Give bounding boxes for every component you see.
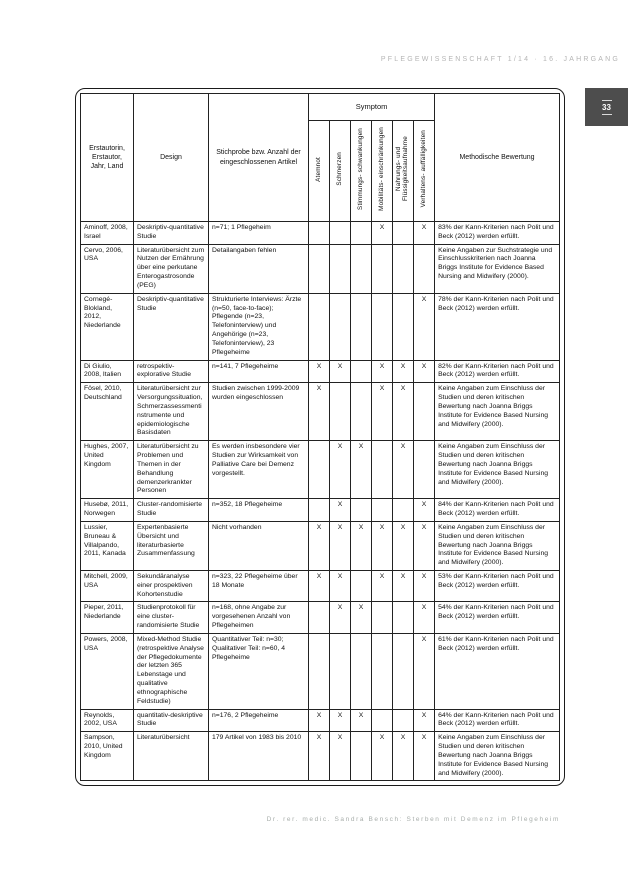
- symptom-mark-cell: [372, 441, 393, 499]
- sample-cell: Es werden insbesondere vier Studien zur Wirksamkeit von Palliative Care bei Demenz vorgestellt.: [209, 441, 309, 499]
- table-row: [81, 602, 560, 633]
- symptom-mark-cell: [351, 293, 372, 360]
- sample-cell: n=352, 18 Pflegeheime: [209, 499, 309, 522]
- vertical-label: Schmerzen: [335, 152, 343, 186]
- symptom-mark-cell: X: [309, 570, 330, 601]
- symptom-mark-cell: [393, 602, 414, 633]
- table-row: [81, 293, 560, 360]
- symptom-mark-cell: [351, 499, 372, 522]
- symptom-mark-cell: X: [330, 521, 351, 570]
- symptom-mark-cell: [351, 222, 372, 245]
- symptom-mark-cell: [393, 633, 414, 709]
- design-cell: Literaturübersicht zum Nutzen der Ernährung über eine perkutane Enterogastrosonde (PEG): [134, 244, 209, 293]
- column-header-rating: Methodische Bewertung: [435, 94, 560, 222]
- symptom-mark-cell: X: [351, 709, 372, 732]
- rating-cell: 64% der Kann-Kriterien nach Polit und Beck (2012) werden erfüllt.: [435, 709, 560, 732]
- table-row: [81, 732, 560, 781]
- design-cell: Cluster-randomisierte Studie: [134, 499, 209, 522]
- symptom-mark-cell: X: [309, 709, 330, 732]
- symptom-mark-cell: X: [393, 383, 414, 441]
- symptom-mark-cell: X: [372, 521, 393, 570]
- column-header-author: Erstautorin, Erstautor, Jahr, Land: [81, 94, 134, 222]
- vertical-label: Nahrungs- und Flüssigkeitsaufnahme: [395, 136, 409, 202]
- author-cell: Lussier, Bruneau & Villalpando, 2011, Kanada: [81, 521, 134, 570]
- symptom-mark-cell: [351, 244, 372, 293]
- symptom-mark-cell: [372, 499, 393, 522]
- symptom-mark-cell: [414, 244, 435, 293]
- sample-cell: Nicht vorhanden: [209, 521, 309, 570]
- column-header-symptom-nahrungsaufnahme: [393, 121, 414, 222]
- symptom-mark-cell: [372, 244, 393, 293]
- rating-cell: Keine Angaben zum Einschluss der Studien und deren kritischen Bewertung nach Joanna Briggs Institute for Evidence Based Nursing and Midwifery (2000).: [435, 521, 560, 570]
- column-header-symptom-schmerzen: [330, 121, 351, 222]
- rating-cell: Keine Angaben zum Einschluss der Studien und deren kritischen Bewertung nach Joanna Briggs Institute for Evidence Based Nursing and Midwifery (2000).: [435, 441, 560, 499]
- symptom-mark-cell: [372, 633, 393, 709]
- symptom-mark-cell: X: [330, 732, 351, 781]
- symptom-mark-cell: [372, 602, 393, 633]
- author-cell: Husebø, 2011, Norwegen: [81, 499, 134, 522]
- symptom-mark-cell: X: [414, 499, 435, 522]
- symptom-mark-cell: [393, 293, 414, 360]
- table-row: [81, 499, 560, 522]
- header-row-top: [81, 94, 560, 121]
- symptom-mark-cell: X: [414, 521, 435, 570]
- rating-cell: 84% der Kann-Kriterien nach Polit und Beck (2012) werden erfüllt.: [435, 499, 560, 522]
- symptom-mark-cell: X: [309, 360, 330, 383]
- symptom-mark-cell: X: [330, 360, 351, 383]
- symptom-mark-cell: X: [309, 383, 330, 441]
- symptom-mark-cell: X: [372, 383, 393, 441]
- rating-cell: Keine Angaben zum Einschluss der Studien und deren kritischen Bewertung nach Joanna Briggs Institute for Evidence Based Nursing and Midwifery (2000).: [435, 383, 560, 441]
- design-cell: Mixed-Method Studie (retrospektive Analyse der Pflegedokumente der letzten 365 Lebenstage und qualitative ethnographische Feldstudie): [134, 633, 209, 709]
- page-number-badge: [585, 88, 628, 126]
- symptom-mark-cell: [330, 244, 351, 293]
- design-cell: Studienprotokoll für eine cluster-randomisierte Studie: [134, 602, 209, 633]
- journal-header: PFLEGEWISSENSCHAFT 1/14 · 16. JAHRGANG: [380, 56, 620, 63]
- sample-cell: n=176, 2 Pflegeheime: [209, 709, 309, 732]
- symptom-mark-cell: [309, 441, 330, 499]
- author-cell: Di Giulio, 2008, Italien: [81, 360, 134, 383]
- vertical-label: Atemnot: [314, 156, 322, 182]
- symptom-mark-cell: X: [393, 570, 414, 601]
- design-cell: retrospektiv-explorative Studie: [134, 360, 209, 383]
- symptom-mark-cell: X: [351, 602, 372, 633]
- design-cell: quantitativ-deskriptive Studie: [134, 709, 209, 732]
- symptom-mark-cell: [414, 383, 435, 441]
- column-header-sample: Stichprobe bzw. Anzahl der eingeschlossenen Artikel: [209, 94, 309, 222]
- author-cell: Aminoff, 2008, Israel: [81, 222, 134, 245]
- author-cell: Cornegé-Blokland, 2012, Niederlande: [81, 293, 134, 360]
- author-cell: Mitchell, 2009, USA: [81, 570, 134, 601]
- symptom-mark-cell: X: [414, 633, 435, 709]
- design-cell: Deskriptiv-quantitative Studie: [134, 222, 209, 245]
- author-cell: Pieper, 2011, Niederlande: [81, 602, 134, 633]
- symptom-mark-cell: [372, 293, 393, 360]
- symptom-mark-cell: [330, 633, 351, 709]
- symptom-mark-cell: X: [414, 570, 435, 601]
- symptom-mark-cell: X: [414, 293, 435, 360]
- symptom-mark-cell: [309, 244, 330, 293]
- symptom-mark-cell: X: [330, 709, 351, 732]
- literature-review-table: [80, 93, 560, 781]
- design-cell: Literaturübersicht zur Versorgungssituation, Schmerzassessmentinstrumente und epidemiologische Basisdaten: [134, 383, 209, 441]
- table-row: [81, 244, 560, 293]
- symptom-mark-cell: X: [372, 732, 393, 781]
- symptom-mark-cell: X: [372, 570, 393, 601]
- symptom-mark-cell: X: [309, 732, 330, 781]
- symptom-mark-cell: [309, 222, 330, 245]
- symptom-mark-cell: X: [393, 360, 414, 383]
- rating-cell: 83% der Kann-Kriterien nach Polit und Beck (2012) werden erfüllt.: [435, 222, 560, 245]
- rating-cell: 53% der Kann-Kriterien nach Polit und Beck (2012) werden erfüllt.: [435, 570, 560, 601]
- symptom-mark-cell: [330, 293, 351, 360]
- badge-decoration-line: [602, 114, 612, 115]
- badge-decoration-line: [602, 100, 612, 101]
- symptom-mark-cell: X: [372, 222, 393, 245]
- symptom-mark-cell: X: [414, 732, 435, 781]
- rating-cell: 54% der Kann-Kriterien nach Polit und Beck (2012) werden erfüllt.: [435, 602, 560, 633]
- symptom-mark-cell: [330, 383, 351, 441]
- table-row: [81, 570, 560, 601]
- design-cell: Sekundäranalyse einer prospektiven Kohortenstudie: [134, 570, 209, 601]
- symptom-mark-cell: X: [330, 441, 351, 499]
- table-row: [81, 441, 560, 499]
- symptom-mark-cell: [351, 360, 372, 383]
- design-cell: Literaturübersicht: [134, 732, 209, 781]
- symptom-mark-cell: [309, 293, 330, 360]
- author-cell: Reynolds, 2002, USA: [81, 709, 134, 732]
- vertical-label: Stimmungs- schwankungen: [356, 128, 364, 211]
- author-cell: Fösel, 2010, Deutschland: [81, 383, 134, 441]
- symptom-mark-cell: X: [414, 602, 435, 633]
- page-number: 33: [602, 102, 611, 112]
- symptom-mark-cell: X: [414, 360, 435, 383]
- symptom-mark-cell: [351, 570, 372, 601]
- sample-cell: n=141, 7 Pflegeheime: [209, 360, 309, 383]
- column-header-design: Design: [134, 94, 209, 222]
- sample-cell: Strukturierte Interviews: Ärzte (n=50, face-to-face); Pflegende (n=23, Telefoninterview) und Angehörige (n=23, Telefoninterview), 23 Pflegeheime: [209, 293, 309, 360]
- symptom-mark-cell: [309, 602, 330, 633]
- design-cell: Literaturübersicht zu Problemen und Themen in der Behandlung demenzerkrankter Personen: [134, 441, 209, 499]
- table-row: [81, 360, 560, 383]
- sample-cell: Studien zwischen 1999-2009 wurden eingeschlossen: [209, 383, 309, 441]
- symptom-mark-cell: X: [414, 709, 435, 732]
- column-header-symptom-mobilitaetseinschraenkungen: [372, 121, 393, 222]
- table-row: [81, 521, 560, 570]
- author-cell: Cervo, 2006, USA: [81, 244, 134, 293]
- vertical-label: Mobilitäts- einschränkungen: [377, 127, 385, 211]
- table-body: [81, 222, 560, 781]
- author-cell: Sampson, 2010, United Kingdom: [81, 732, 134, 781]
- symptom-mark-cell: [309, 499, 330, 522]
- symptom-mark-cell: [393, 244, 414, 293]
- symptom-mark-cell: [393, 709, 414, 732]
- symptom-mark-cell: X: [330, 499, 351, 522]
- vertical-label: Verhaltens- auffälligkeiten: [419, 130, 427, 208]
- symptom-mark-cell: X: [309, 521, 330, 570]
- design-cell: Expertenbasierte Übersicht und literaturbasierte Zusammenfassung: [134, 521, 209, 570]
- rating-cell: 82% der Kann-Kriterien nach Polit und Beck (2012) werden erfüllt.: [435, 360, 560, 383]
- symptom-mark-cell: [372, 709, 393, 732]
- sample-cell: n=168, ohne Angabe zur vorgesehenen Anzahl von Pflegeheimen: [209, 602, 309, 633]
- table-header: [81, 94, 560, 222]
- rating-cell: Keine Angaben zum Einschluss der Studien und deren kritischen Bewertung nach Joanna Briggs Institute for Evidence Based Nursing and Midwifery (2000).: [435, 732, 560, 781]
- symptom-mark-cell: X: [393, 441, 414, 499]
- rating-cell: 61% der Kann-Kriterien nach Polit und Beck (2012) werden erfüllt.: [435, 633, 560, 709]
- symptom-mark-cell: X: [330, 570, 351, 601]
- symptom-mark-cell: [330, 222, 351, 245]
- symptom-mark-cell: X: [330, 602, 351, 633]
- sample-cell: Detailangaben fehlen: [209, 244, 309, 293]
- symptom-mark-cell: [351, 383, 372, 441]
- rating-cell: Keine Angaben zur Suchstrategie und Einschlusskriterien nach Joanna Briggs Institute for Evidence Based Nursing and Midwifery (2000).: [435, 244, 560, 293]
- symptom-mark-cell: [414, 441, 435, 499]
- column-header-symptom-verhaltensauffaelligkeiten: [414, 121, 435, 222]
- symptom-mark-cell: X: [351, 441, 372, 499]
- article-footer: Dr. rer. medic. Sandra Bensch: Sterben mit Demenz im Pflegeheim: [266, 816, 560, 823]
- literature-review-table-frame: [75, 88, 565, 786]
- rating-cell: 78% der Kann-Kriterien nach Polit und Beck (2012) werden erfüllt.: [435, 293, 560, 360]
- symptom-mark-cell: [309, 633, 330, 709]
- table-row: [81, 633, 560, 709]
- symptom-mark-cell: X: [414, 222, 435, 245]
- sample-cell: Quantitativer Teil: n=30; Qualitativer Teil: n=60, 4 Pflegeheime: [209, 633, 309, 709]
- symptom-mark-cell: X: [393, 521, 414, 570]
- table-row: [81, 383, 560, 441]
- author-cell: Hughes, 2007, United Kingdom: [81, 441, 134, 499]
- symptom-mark-cell: X: [393, 732, 414, 781]
- sample-cell: n=323, 22 Pflegeheime über 18 Monate: [209, 570, 309, 601]
- column-header-symptom-atemnot: [309, 121, 330, 222]
- design-cell: Deskriptiv-quantitative Studie: [134, 293, 209, 360]
- author-cell: Powers, 2008, USA: [81, 633, 134, 709]
- column-header-symptom-stimmungsschwankungen: [351, 121, 372, 222]
- table-row: [81, 709, 560, 732]
- sample-cell: 179 Artikel von 1983 bis 2010: [209, 732, 309, 781]
- symptom-mark-cell: [351, 732, 372, 781]
- symptom-mark-cell: X: [372, 360, 393, 383]
- symptom-mark-cell: X: [351, 521, 372, 570]
- sample-cell: n=71; 1 Pflegeheim: [209, 222, 309, 245]
- symptom-mark-cell: [393, 499, 414, 522]
- column-header-symptom-group: Symptom: [309, 94, 435, 121]
- symptom-mark-cell: [351, 633, 372, 709]
- symptom-mark-cell: [393, 222, 414, 245]
- table-row: [81, 222, 560, 245]
